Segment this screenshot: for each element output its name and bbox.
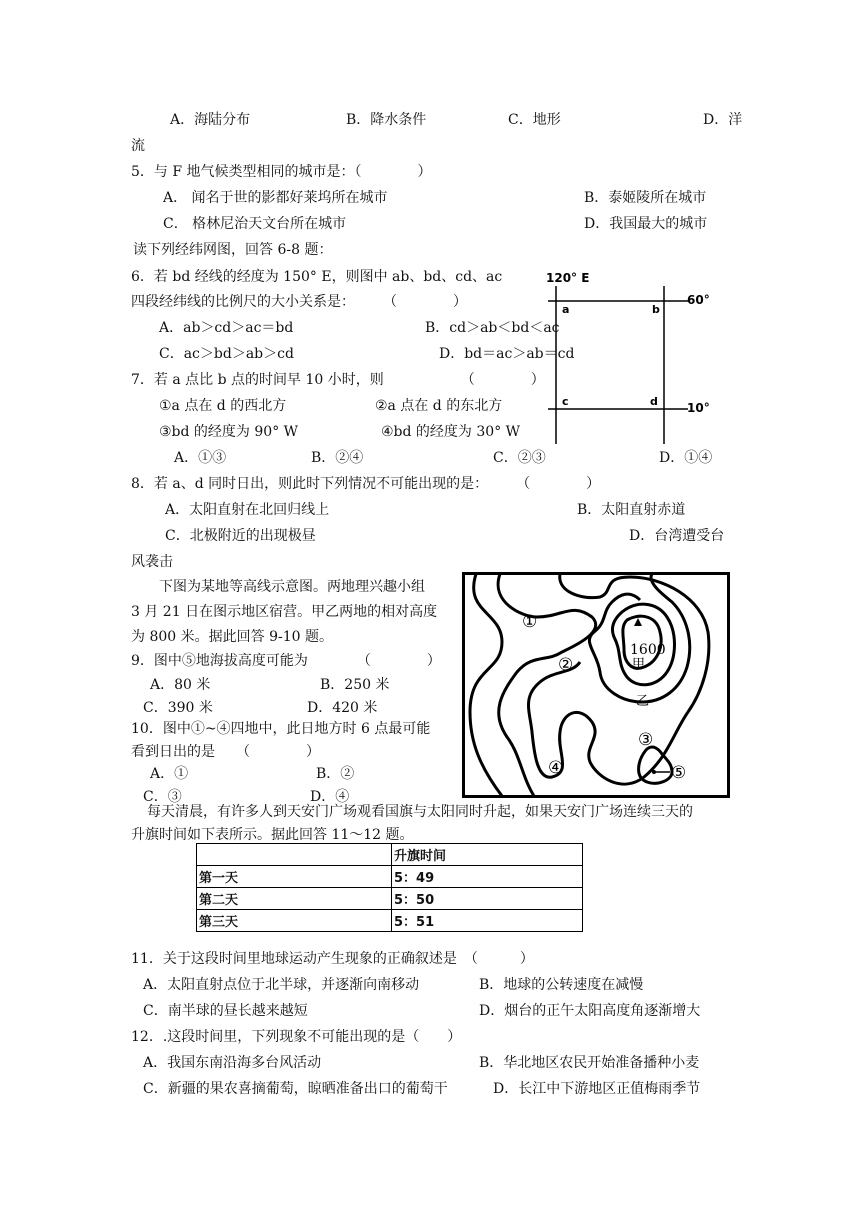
q10-stem-line2: 看到日出的是 （ ） (131, 744, 320, 760)
q4-option-b: B．降水条件 (346, 112, 427, 128)
point-3-label: ③ (638, 730, 654, 750)
point-5-label: ⑤ (671, 763, 687, 783)
table-row (197, 866, 583, 888)
table-cell-day: 第一天 (197, 866, 392, 888)
q6-stem-line2: 四段经纬线的比例尺的大小关系是： （ ） (131, 294, 467, 310)
latitude-bottom-label: 10° (687, 401, 710, 415)
q10-option-c: C．③ (143, 789, 182, 805)
table-cell-day: 第二天 (197, 888, 392, 910)
q11-option-c: C．南半球的昼长越来越短 (143, 1003, 308, 1019)
table-cell-time: 5：51 (392, 910, 583, 932)
q12-option-c: C．新疆的果农喜摘葡萄，晾晒准备出口的葡萄干 (143, 1081, 448, 1097)
q8-option-a: A．太阳直射在北回归线上 (165, 502, 330, 518)
q8-stem: 8．若 a、d 同时日出，则此时下列情况不可能出现的是： （ ） (131, 476, 601, 492)
q10-option-a: A．① (150, 766, 189, 782)
q4-option-a: A．海陆分布 (170, 112, 251, 128)
q10-option-b: B．② (316, 766, 355, 782)
contour-map-border (464, 574, 729, 797)
intro-11-12-line1: 每天清晨，有许多人到天安门广场观看国旗与太阳同时升起，如果天安门广场连续三天的 (147, 804, 693, 820)
point-2-label: ② (558, 655, 574, 675)
q7-option-b: B．②④ (311, 450, 364, 466)
q7-statement-2: ②a 点在 d 的东北方 (375, 398, 503, 414)
q12-option-a: A．我国东南沿海多台风活动 (143, 1055, 322, 1071)
hill-point-icon (652, 770, 656, 774)
point-4-label: ④ (548, 758, 564, 778)
intro-9-10-line2: 3 月 21 日在图示地区宿营。甲乙两地的相对高度 (131, 604, 438, 620)
q5-option-b: B．泰姬陵所在城市 (584, 190, 707, 206)
q8-option-d: D．台湾遭受台 (629, 528, 725, 544)
q11-option-d: D．烟台的正午太阳高度角逐渐增大 (479, 1003, 701, 1019)
q9-option-d: D．420 米 (307, 700, 378, 716)
contour-map-figure (462, 572, 730, 798)
q12-option-b: B．华北地区农民开始准备播种小麦 (479, 1055, 700, 1071)
table-header-cell (197, 844, 392, 866)
q7-statement-4: ④bd 的经度为 30° W (381, 424, 521, 440)
lat-long-grid-figure (540, 266, 715, 446)
point-d-label: d (650, 395, 658, 408)
q11-stem: 11．关于这段时间里地球运动产生现象的正确叙述是 （ ） (131, 951, 534, 967)
table-header-cell: 升旗时间 (392, 844, 583, 866)
table-cell-day: 第三天 (197, 910, 392, 932)
q5-option-d: D．我国最大的城市 (584, 216, 708, 232)
q6-option-d: D．bd＝ac＞ab＝cd (439, 346, 575, 362)
table-cell-time: 5：49 (392, 866, 583, 888)
q8-option-c: C．北极附近的出现极昼 (165, 528, 316, 544)
q9-option-a: A．80 米 (150, 677, 211, 693)
q8-option-b: B．太阳直射赤道 (577, 502, 686, 518)
q5-stem: 5．与 F 地气候类型相同的城市是：（ ） (131, 164, 432, 180)
q6-option-a: A．ab＞cd＞ac＝bd (159, 320, 294, 336)
q9-option-b: B．250 米 (320, 677, 390, 693)
flag-raising-table (196, 843, 583, 932)
q10-stem-line1: 10．图中①~④四地中，此日地方时 6 点最可能 (131, 721, 431, 737)
q6-option-b: B．cd＞ab＜bd＜ac (425, 320, 560, 336)
elevation-label: 1600 (630, 642, 666, 658)
q7-statement-1: ①a 点在 d 的西北方 (159, 398, 287, 414)
longitude-label: 120° E (546, 271, 590, 285)
intro-9-10-line3: 为 800 米。据此回答 9-10 题。 (131, 629, 333, 645)
intro-6-8: 读下列经纬网图，回答 6-8 题： (133, 242, 333, 258)
q11-option-b: B．地球的公转速度在减慢 (479, 977, 644, 993)
intro-11-12-line2: 升旗时间如下表所示。据此回答 11～12 题。 (131, 827, 414, 843)
q10-option-d: D．④ (310, 789, 350, 805)
q12-stem: 12．.这段时间里，下列现象不可能出现的是（ ） (131, 1029, 462, 1045)
q6-option-c: C．ac＞bd＞ab＞cd (159, 346, 294, 362)
q8-option-d-continued: 风袭击 (131, 554, 173, 570)
table-header-row (197, 844, 583, 866)
point-c-label: c (562, 395, 569, 408)
point-yi-label: 乙 (636, 694, 650, 709)
point-jia-label: 甲 (632, 657, 646, 672)
q12-option-d: D．长江中下游地区正值梅雨季节 (493, 1081, 701, 1097)
table-row (197, 888, 583, 910)
point-1-label: ① (522, 612, 538, 632)
point-b-label: b (652, 303, 660, 316)
point-a-label: a (562, 303, 570, 316)
q5-option-c: C． 格林尼治天文台所在城市 (163, 216, 347, 232)
q7-option-a: A．①③ (174, 450, 227, 466)
intro-9-10-line1: 下图为某地等高线示意图。两地理兴趣小组 (159, 579, 425, 595)
q9-option-c: C．390 米 (143, 700, 213, 716)
q7-option-c: C．②③ (493, 450, 546, 466)
q4-option-c: C．地形 (508, 112, 561, 128)
q9-stem: 9．图中⑤地海拔高度可能为 （ ） (131, 653, 441, 669)
q7-statement-3: ③bd 的经度为 90° W (159, 424, 299, 440)
q7-option-d: D．①④ (659, 450, 713, 466)
q5-option-a: A． 闻名于世的影都好莱坞所在城市 (163, 190, 388, 206)
q4-option-d: D．洋 (703, 112, 743, 128)
q11-option-a: A．太阳直射点位于北半球，并逐渐向南移动 (143, 977, 420, 993)
table-cell-time: 5：50 (392, 888, 583, 910)
q6-stem-line1: 6．若 bd 经线的经度为 150° E，则图中 ab、bd、cd、ac (131, 269, 503, 285)
q7-stem: 7．若 a 点比 b 点的时间早 10 小时，则 （ ） (131, 372, 545, 388)
table-row (197, 910, 583, 932)
q4-option-d-continued: 流 (131, 138, 145, 154)
latitude-top-label: 60° (687, 293, 710, 307)
